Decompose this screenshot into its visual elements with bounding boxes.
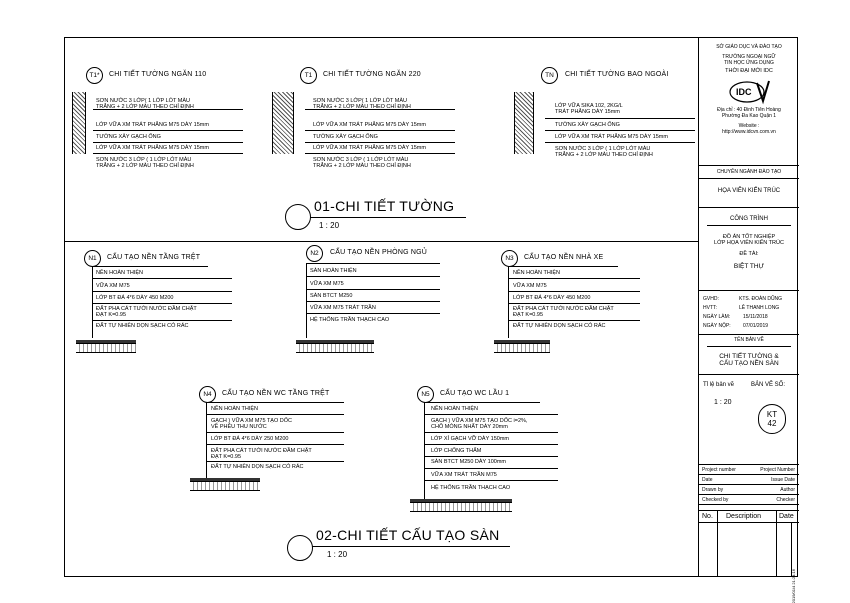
layer-label: LỚP BT ĐÁ 4*6 DÀY 450 M200 <box>513 295 591 301</box>
floor-section-hatch <box>410 502 512 512</box>
layer-label: LỚP VỮA XM TRÁT PHẲNG M75 DÀY 15mm <box>555 134 668 140</box>
project-label: CÔNG TRÌNH <box>730 216 768 222</box>
divider <box>699 165 799 166</box>
leader-line <box>306 301 440 302</box>
layer-label: ĐẤT PHA CÁT TƯỚI NƯỚC ĐẦM CHẶT ĐẠT K=0.95 <box>513 306 614 318</box>
detail-title: CHI TIẾT TƯỜNG BAO NGOÀI <box>565 71 669 78</box>
layer-label: LỚP CHỐNG THẤM <box>431 448 482 454</box>
divider <box>699 484 799 485</box>
leader-line <box>508 303 640 304</box>
divider <box>699 334 799 335</box>
floor-section-hatch <box>190 481 260 491</box>
layer-label: LỚP VỮA XM TRÁT PHẲNG M75 DÀY 15mm <box>96 122 209 128</box>
layer-label: LỚP VỮA XM TRÁT PHẲNG M75 DÀY 15mm <box>313 122 426 128</box>
leader-line <box>424 480 558 481</box>
leader-line <box>545 130 695 131</box>
leader-line <box>206 402 344 403</box>
detail-title: CHI TIẾT TƯỜNG NGĂN 110 <box>109 71 207 78</box>
leader-line <box>424 402 540 403</box>
layer-label: LỚP VỮA XM TRÁT PHẲNG M75 DÀY 15mm <box>313 145 426 151</box>
leader-line <box>306 263 440 264</box>
layer-label: GẠCH ) VỮA XM M75 TẠO DỐC VỀ PHỄU THU NƯỚC <box>211 418 292 430</box>
divider <box>699 207 799 208</box>
layer-label: VỮA XM M75 <box>96 283 130 289</box>
wall-section-hatch <box>272 92 294 154</box>
layer-label: NỀN HOÀN THIỆN <box>513 270 560 276</box>
people-value: 07/01/2019 <box>743 323 769 329</box>
divider <box>699 522 799 523</box>
leader-line <box>508 291 640 292</box>
section-title: 02-CHI TIẾT CẤU TẠO SÀN <box>316 527 500 543</box>
layer-label: TƯỜNG XÂY GẠCH ỐNG <box>313 134 378 140</box>
layer-label: VỮA XM M75 <box>513 283 547 289</box>
scale-label: Tỉ lệ bản vẽ <box>703 382 735 388</box>
detail-title: CẤU TẠO NỀN TẦNG TRỆT <box>107 254 201 261</box>
detail-tag: T1* <box>86 67 103 84</box>
leader-line <box>305 153 455 154</box>
meta-value: Issue Date <box>771 477 795 483</box>
plot-timestamp: 2019/01/4 21:24:16 <box>791 569 796 603</box>
people-value: LÊ THANH LONG <box>739 305 780 311</box>
website-label: Website : <box>738 123 760 129</box>
divider <box>699 178 799 179</box>
floor-section-hatch <box>76 343 136 353</box>
layer-label: HỆ THỐNG TRẦN THẠCH CAO <box>431 485 511 491</box>
leader-line <box>93 142 243 143</box>
detail-title: CẤU TẠO NỀN NHÀ XE <box>524 254 604 261</box>
layer-label: NỀN HOÀN THIỆN <box>96 270 143 276</box>
floor-section-hatch <box>296 343 374 353</box>
detail-title: CHI TIẾT TƯỜNG NGĂN 220 <box>323 71 421 78</box>
layer-label: HỆ THỐNG TRẦN THẠCH CAO <box>310 317 390 323</box>
title-underline <box>310 217 466 218</box>
layer-label: LỚP BT ĐÁ 4*6 DÀY 450 M200 <box>96 295 174 301</box>
divider <box>699 510 799 511</box>
section-marker <box>285 204 311 230</box>
layer-label: NỀN HOÀN THIỆN <box>211 406 258 412</box>
title-block <box>698 37 798 603</box>
leader-line <box>206 432 344 433</box>
floor-section-hatch <box>494 343 550 353</box>
detail-tag: TN <box>541 67 558 84</box>
leader-line <box>92 303 232 304</box>
meta-value: Project Number <box>760 467 795 473</box>
leader-line <box>93 130 243 131</box>
wall-section-hatch <box>72 92 86 154</box>
detail-tag: N4 <box>199 386 216 403</box>
layer-label: VỮA XM M75 TRÁT TRẦN <box>310 305 376 311</box>
leader-line <box>92 320 232 321</box>
detail-title: CẤU TẠO NỀN WC TẦNG TRỆT <box>222 390 330 397</box>
dept-label: SỞ GIÁO DỤC VÀ ĐÀO TẠO <box>716 44 782 50</box>
leader-line <box>424 432 558 433</box>
topic-value: BIỆT THỰ <box>733 263 765 270</box>
project-value: ĐỒ ÁN TỐT NGHIỆP LỚP HỌA VIÊN KIẾN TRÚC <box>714 234 784 246</box>
people-key: NGÀY LÀM: <box>703 314 731 320</box>
leader-line <box>424 468 558 469</box>
rev-header-no: No. <box>702 513 713 520</box>
leader-line <box>508 278 640 279</box>
people-key: HVTT: <box>703 305 717 311</box>
leader-line <box>424 456 558 457</box>
sheet-name: CHI TIẾT TƯỜNG & CẤU TẠO NỀN SÀN <box>719 353 779 367</box>
detail-tag: T1 <box>300 67 317 84</box>
layer-label: SÀN HOÀN THIỆN <box>310 268 357 274</box>
detail-tag: N5 <box>417 386 434 403</box>
leader-line <box>305 130 455 131</box>
layer-label: ĐẤT PHA CÁT TƯỚI NƯỚC ĐẦM CHẶT ĐẠT K=0.95 <box>96 306 197 318</box>
layer-label: TƯỜNG XÂY GẠCH ỐNG <box>555 122 620 128</box>
detail-tag: N1 <box>84 250 101 267</box>
leader-line <box>92 266 208 267</box>
layer-label: LỚP XỈ GẠCH VỠ DÀY 150mm <box>431 436 510 442</box>
meta-key: Drawn by <box>702 487 724 493</box>
leader-line <box>545 118 695 119</box>
rev-col-divider <box>776 510 777 577</box>
leader-line <box>508 266 509 338</box>
leader-line <box>306 289 440 290</box>
divider <box>699 290 799 291</box>
leader-line <box>93 153 243 154</box>
people-value: KTS. ĐOÀN DŨNG <box>739 296 783 302</box>
leader-line <box>206 461 344 462</box>
leader-line <box>424 402 425 499</box>
layer-label: VỮA XM M75 <box>310 281 344 287</box>
wall-section-hatch <box>514 92 534 154</box>
layer-label: NỀN HOÀN THIỆN <box>431 406 478 412</box>
layer-label: SƠN NƯỚC 3 LỚP( 1 LỚP LÓT MÀU TRẮNG + 2 LỚP MÀU THEO CHỈ ĐỊNH <box>96 98 194 110</box>
logo-text: IDC <box>736 87 752 97</box>
divider <box>707 346 791 347</box>
rev-header-description: Description <box>726 513 762 520</box>
layer-label: ĐẤT TỰ NHIÊN DỌN SẠCH CỎ RÁC <box>96 323 189 329</box>
leader-line <box>306 313 440 314</box>
layer-label: LỚP BT ĐÁ 4*6 DÀY 250 M200 <box>211 436 289 442</box>
section-scale: 1 : 20 <box>327 550 348 559</box>
leader-line <box>92 291 232 292</box>
meta-value: Author <box>780 487 795 493</box>
leader-line <box>306 276 440 277</box>
website-link[interactable]: http://www.idcvn.com.vn <box>722 129 776 135</box>
leader-line <box>424 414 558 415</box>
leader-line <box>424 444 558 445</box>
scale-value: 1 : 20 <box>714 399 732 406</box>
layer-label: SƠN NƯỚC 3 LỚP ( 1 LỚP LÓT MÀU TRẮNG + 2 LỚP MÀU THEO CHỈ ĐỊNH <box>96 157 194 169</box>
leader-line <box>508 320 640 321</box>
layer-label: ĐẤT TỰ NHIÊN DỌN SẠCH CỎ RÁC <box>211 464 304 470</box>
major-value: HỌA VIÊN KIẾN TRÚC <box>717 188 781 194</box>
section-title: 01-CHI TIẾT TƯỜNG <box>314 198 455 214</box>
school-address: Địa chỉ : 40 Đinh Tiên Hoàng Phường Đa Kao Quận 1 <box>717 107 781 119</box>
layer-label: ĐẤT PHA CÁT TƯỚI NƯỚC ĐẦM CHẶT ĐẠT K=0.95 <box>211 448 312 460</box>
sheet-number: KT 42 <box>758 404 786 434</box>
layer-label: ĐẤT TỰ NHIÊN DỌN SẠCH CỎ RÁC <box>513 323 606 329</box>
layer-label: SÀN BTCT M250 <box>310 293 353 299</box>
people-key: GVHD: <box>703 296 719 302</box>
leader-line <box>92 266 93 338</box>
divider <box>699 474 799 475</box>
leader-line <box>206 414 344 415</box>
divider <box>699 504 799 505</box>
school-name: TRƯỜNG NGOẠI NGỮ TIN HỌC ỨNG DỤNG <box>722 54 776 66</box>
detail-title: CẤU TẠO WC LẦU 1 <box>440 390 510 397</box>
leader-line <box>92 278 232 279</box>
divider <box>699 494 799 495</box>
title-underline <box>312 546 510 547</box>
meta-key: Date <box>702 477 713 483</box>
topic-label: ĐỀ TÀI: <box>739 251 759 257</box>
meta-key: Project number <box>702 467 736 473</box>
layer-label: SÀN BTCT M250 DÀY 100mm <box>431 459 506 465</box>
rev-header-date: Date <box>779 513 794 520</box>
section-marker <box>287 535 313 561</box>
layer-label: LỚP VỮA SIKA 102, 2KG/L TRÁT PHẲNG DÀY 15mm <box>555 103 623 115</box>
major-label: CHUYÊN NGÀNH ĐÀO TẠO <box>716 169 782 175</box>
idc-logo <box>727 79 771 105</box>
divider <box>699 464 799 465</box>
layer-label: GẠCH ) VỮA XM M75 TẠO DỐC i=2%, CHỖ MỎNG NHẤT DÀY 20mm <box>431 418 528 430</box>
divider <box>699 374 799 375</box>
people-value: 15/11/2018 <box>743 314 768 320</box>
detail-title: CẤU TẠO NỀN PHÒNG NGỦ <box>330 249 428 256</box>
sheet-no-label: BẢN VẼ SỐ: <box>751 382 786 388</box>
rev-col-divider <box>717 510 718 577</box>
leader-line <box>545 142 695 143</box>
layer-label: LỚP VỮA XM TRÁT PHẲNG M75 DÀY 15mm <box>96 145 209 151</box>
leader-line <box>508 266 618 267</box>
layer-label: SƠN NƯỚC 3 LỚP ( 1 LỚP LÓT MÀU TRẮNG + 2 LỚP MÀU THEO CHỈ ĐỊNH <box>313 157 411 169</box>
meta-key: Checked by <box>702 497 729 503</box>
sheet-name-label: TÊN BẢN VẼ <box>734 337 764 343</box>
meta-value: Checker <box>776 497 795 503</box>
detail-tag: N3 <box>501 250 518 267</box>
school-era: THỜI ĐẠI MỚI IDC <box>725 68 773 74</box>
section-divider <box>64 241 698 242</box>
leader-line <box>206 444 344 445</box>
layer-label: VỮA XM TRÁT TRẦN M75 <box>431 472 497 478</box>
layer-label: TƯỜNG XÂY GẠCH ỐNG <box>96 134 161 140</box>
divider <box>707 225 791 226</box>
detail-tag: N2 <box>306 245 323 262</box>
section-scale: 1 : 20 <box>319 221 340 230</box>
layer-label: SƠN NƯỚC 3 LỚP( 1 LỚP LÓT MÀU TRẮNG + 2 LỚP MÀU THEO CHỈ ĐỊNH <box>313 98 411 110</box>
layer-label: SƠN NƯỚC 3 LỚP ( 1 LỚP LÓT MÀU TRẮNG + 2 LỚP MÀU THEO CHỈ ĐỊNH <box>555 146 653 158</box>
people-key: NGÀY NỘP: <box>703 323 731 329</box>
leader-line <box>305 142 455 143</box>
